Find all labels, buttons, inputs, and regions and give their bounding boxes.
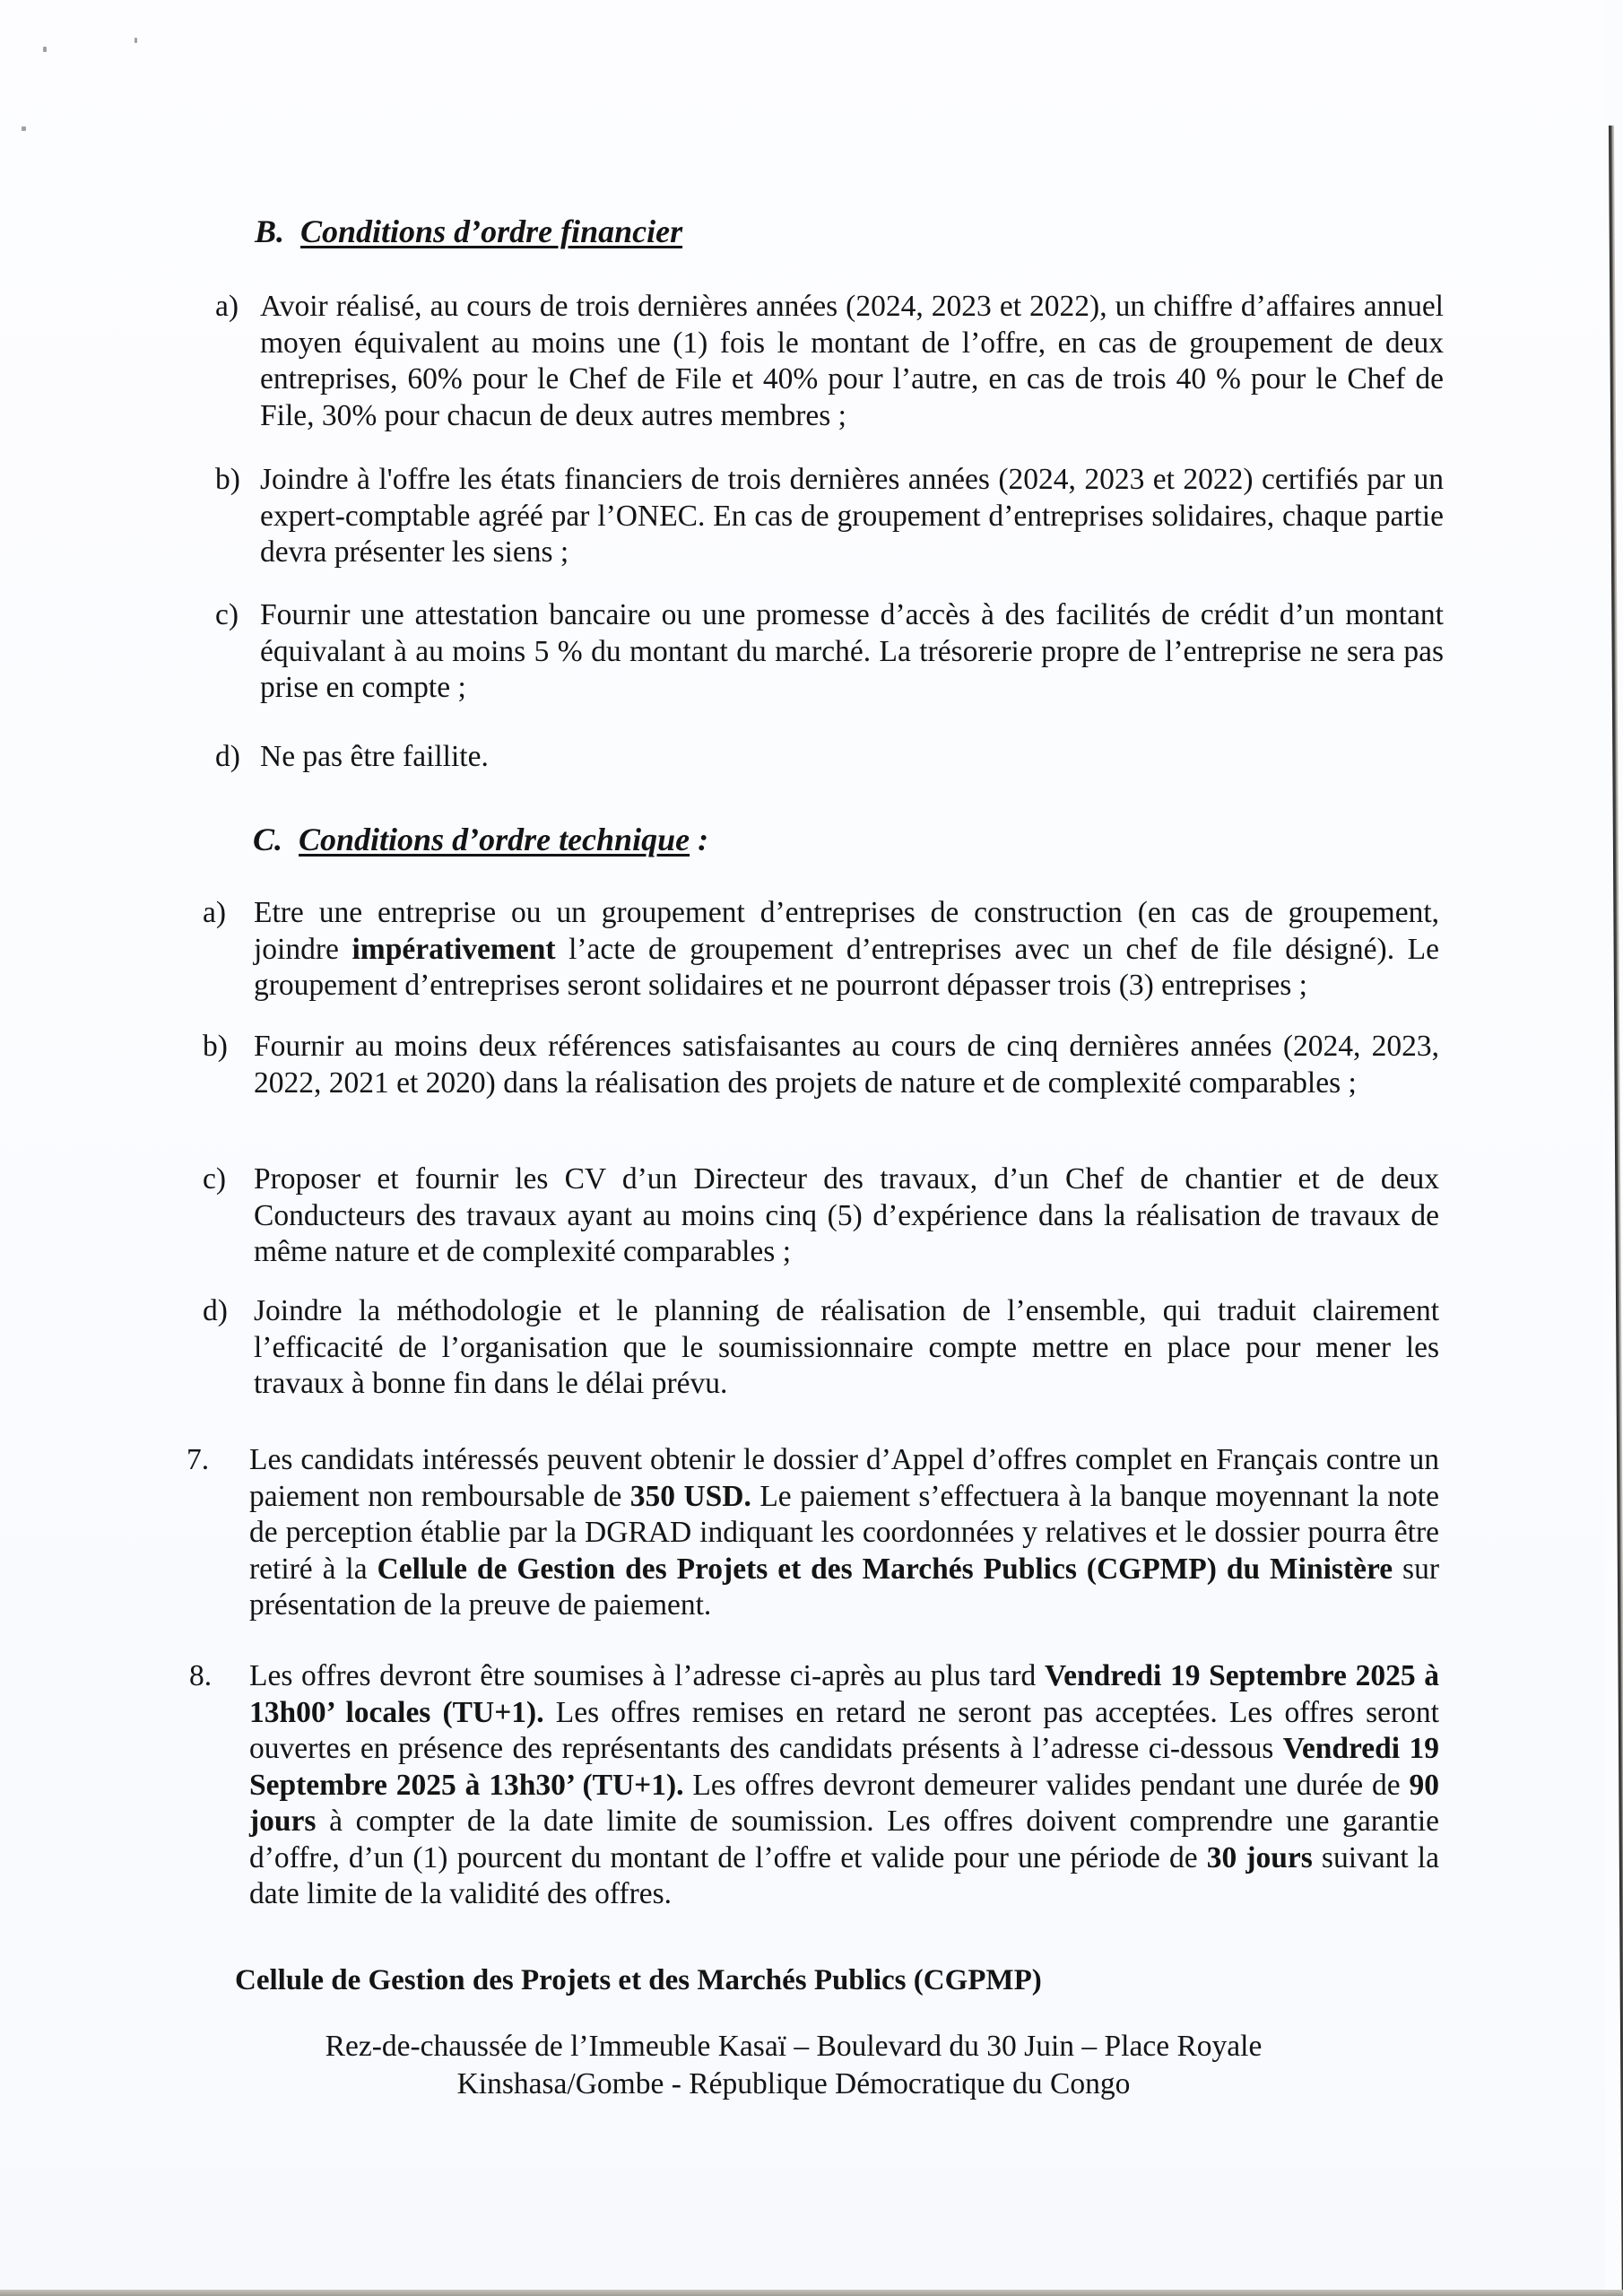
section-letter: C. [253, 822, 283, 857]
list-item-text: Joindre à l'offre les états financiers de trois dernières années (2024, 2023 et 2022) certifiés par un expert-comptable agréé par l’ONEC. En cas de groupement d’entreprises solidaires, chaque partie devra présenter les siens ; [260, 463, 1444, 569]
price-amount: 350 USD. [629, 1479, 751, 1513]
guarantee-period: 30 jours [1206, 1840, 1313, 1874]
validity-period: 90 jours [249, 1768, 1439, 1838]
text-run: Les candidats intéressés peuvent obtenir le dossier d’Appel d’offres complet en Français contre un paiement non remboursable de [249, 1443, 1439, 1513]
list-item-text: Fournir au moins deux références satisfaisantes au cours de cinq dernières années (2024, 2023, 2022, 2021 et 2020) dans la réalisation des projets de nature et de complexité comparables ; [254, 1030, 1439, 1100]
paragraph-number: 8. [189, 1659, 213, 1692]
address-line-1: Rez-de-chaussée de l’Immeuble Kasaï – Boulevard du 30 Juin – Place Royale [325, 2030, 1263, 2063]
list-marker: d) [203, 1294, 228, 1327]
paragraph-text [249, 1442, 1439, 1624]
list-item-text: Ne pas être faillite. [260, 740, 489, 773]
section-letter: B. [255, 213, 285, 249]
section-title: Conditions d’ordre financier [300, 213, 683, 249]
emphasis-text: impérativement [352, 932, 556, 966]
paragraph-text [249, 1658, 1439, 1913]
scan-speck [43, 47, 47, 52]
text-run: Les offres devront être soumises à l’adresse ci-après au plus tard [249, 1659, 1045, 1692]
list-item-text [254, 895, 1439, 1004]
text-run: sur présentation de la preuve de paiement. [249, 1552, 1439, 1622]
text-run: suivant la date limite de la validité des offres. [249, 1840, 1439, 1910]
scan-bottom-edge [0, 2290, 1623, 2296]
organization-name: Cellule de Gestion des Projets et des Marchés Publics (CGPMP) du Ministère [377, 1552, 1393, 1586]
list-marker: d) [215, 740, 240, 773]
list-marker: a) [203, 896, 227, 929]
list-item-text: Proposer et fournir les CV d’un Directeur des travaux, d’un Chef de chantier et de deux Conducteurs des travaux ayant au moins cinq (5) d’expérience dans la réalisation de travaux de même nature et de complexité comparables ; [254, 1162, 1439, 1268]
list-marker: c) [215, 598, 239, 631]
section-b-heading [255, 213, 682, 249]
section-title-suffix: : [690, 822, 709, 857]
paragraph-number: 7. [187, 1443, 210, 1476]
opening-date: Vendredi 19 Septembre 2025 à 13h30’ (TU+1). [249, 1732, 1439, 1802]
text-run: Les offres remises en retard ne seront pas acceptées. Les offres seront ouvertes en présence des représentants des candidats présents à l’adresse ci-dessous [249, 1695, 1439, 1765]
list-marker: b) [215, 463, 240, 496]
section-c-heading [253, 822, 708, 857]
list-marker: a) [215, 290, 239, 323]
scan-speck [22, 126, 26, 131]
scan-speck [135, 38, 137, 43]
section-title: Conditions d’ordre technique [299, 822, 690, 857]
scan-page-edge [1609, 126, 1623, 2296]
text-run: Les offres devront demeurer valides pendant une durée de [683, 1768, 1410, 1802]
list-marker: c) [203, 1162, 227, 1196]
text-run: l’acte de groupement d’entreprises avec un chef de file désigné). Le groupement d’entreprises seront solidaires et ne pourront dépasser trois (3) entreprises ; [254, 932, 1440, 1002]
address-line-2: Kinshasa/Gombe - République Démocratique du Congo [456, 2067, 1131, 2100]
list-item-text: Joindre la méthodologie et le planning de réalisation de l’ensemble, qui traduit clairement l’efficacité de l’organisation que le soumissionnaire compte mettre en place pour mener les travaux à bonne fin dans le délai prévu. [254, 1294, 1439, 1400]
list-item-text: Fournir une attestation bancaire ou une promesse d’accès à des facilités de crédit d’un montant équivalant à au moins 5 % du montant du marché. La trésorerie propre de l’entreprise ne sera pas prise en compte ; [260, 598, 1444, 704]
organization-heading: Cellule de Gestion des Projets et des Marchés Publics (CGPMP) [235, 1964, 1042, 1996]
submission-deadline: Vendredi 19 Septembre 2025 à 13h00’ locales (TU+1). [249, 1659, 1439, 1729]
list-marker: b) [203, 1030, 228, 1063]
text-run: Etre une entreprise ou un groupement d’entreprises de construction (en cas de groupement, joindre [254, 896, 1439, 966]
list-item-text: Avoir réalisé, au cours de trois dernières années (2024, 2023 et 2022), un chiffre d’affaires annuel moyen équivalent au moins une (1) fois le montant de l’offre, en cas de groupement de deux entreprises, 60% pour le Chef de File et 40% pour l’autre, en cas de trois 40 % pour le Chef de File, 30% pour chacun de deux autres membres ; [260, 290, 1444, 432]
text-run: à compter de la date limite de soumission. Les offres doivent comprendre une garantie d’offre, d’un (1) pourcent du montant de l’offre et valide pour une période de [249, 1805, 1439, 1874]
text-run: Le paiement s’effectuera à la banque moyennant la note de perception établie par la DGRAD indiquant les coordonnées y relatives et le dossier pourra être retiré à la [249, 1479, 1439, 1586]
